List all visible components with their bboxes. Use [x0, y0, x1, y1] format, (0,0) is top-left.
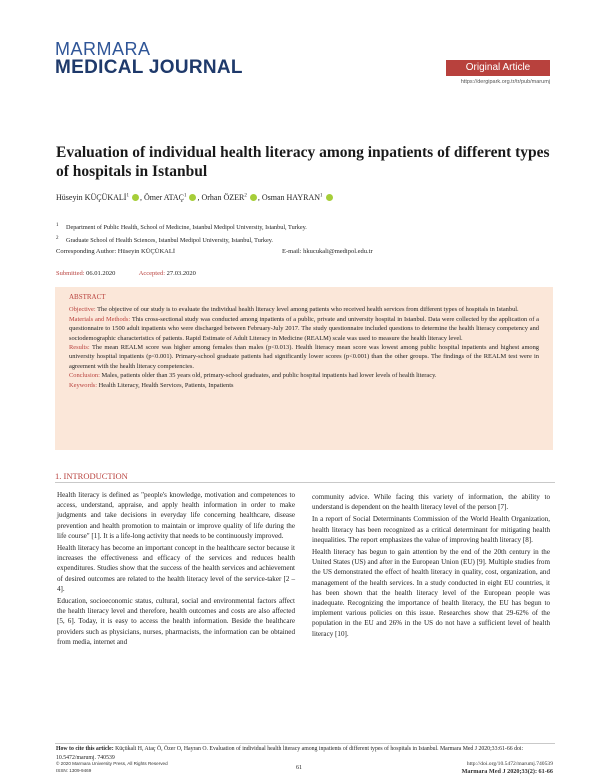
section-heading: 1. INTRODUCTION [55, 471, 128, 481]
conclusion-label: Conclusion: [69, 372, 100, 380]
author-affil-mark: 1 [183, 193, 187, 199]
body-paragraph: In a report of Social Determinants Commission of the World Health Organization, health literacy has been recognized as a critical determinant for mitigating health inequalities. The report emphasizes the value of improving health literacy [8]. [312, 515, 550, 544]
page-number: 61 [296, 765, 302, 771]
body-paragraph: Education, socioeconomic status, cultural, social and environmental factors affect the health literacy level and therefore, health outcomes and costs are also affected [5, 6]. Today, it is easy to access the health information. Beside the healthcare providers such as physicians, nurses, pharmacists, the information can be obtained from media, internet and [57, 597, 295, 646]
logo-line1: MARMARA [55, 39, 151, 59]
submitted-label: Submitted: [56, 270, 85, 277]
orcid-icon[interactable] [250, 194, 257, 201]
results-label: Results: [69, 344, 90, 352]
orcid-icon[interactable] [189, 194, 196, 201]
body-paragraph: Health literacy has begun to gain attention by the end of the 20th century in the United States (US) and after in the European Union (EU) [9]. Multiple studies from the US demonstrated the effect of health literacy in quality, cost, organization, and management of the health services. In a study conducted in eight EU countries, it has been shown that the health literacy level of the European people was inadequate. Recognizing the importance of health literacy, the EU has begun to implement various policies on this issue. Researches show that 29-62% of the population in the EU and 26% in the US do not have a sufficient level of health literacy [10]. [312, 548, 550, 638]
journal-logo [55, 40, 243, 78]
journal-reference: Marmara Med J 2020;33(2): 61-66 [461, 768, 553, 775]
abstract-results [69, 343, 539, 371]
affiliations [56, 220, 307, 246]
corresponding-email[interactable]: E-mail: hkucukali@medipol.edu.tr [282, 248, 373, 255]
abstract-methods [69, 315, 539, 343]
article-title: Evaluation of individual health literacy among inpatients of different types of hospitals in Istanbul [56, 144, 550, 180]
author-affil-mark: 1 [320, 193, 323, 199]
footer-left [56, 760, 168, 774]
affiliation-item [56, 233, 307, 246]
keywords-label: Keywords: [69, 381, 98, 389]
abstract-objective [69, 305, 539, 314]
affiliation-number: 1 [56, 223, 59, 228]
abstract-heading: ABSTRACT [69, 293, 106, 301]
body-column-left [57, 490, 295, 649]
methods-label: Materials and Methods: [69, 315, 131, 323]
results-text: The mean REALM score was higher among females than males (p<0.013). Health literacy mean score was lowest among public hospital inpatients and highest among university hospital inpatients (p<0.001). Primary-school graduate patients had significantly lower scores (p<0.001) than the other groups. The findings of the REALM test were in agreement with the health literacy competencies. [69, 344, 539, 370]
affiliation-text: Graduate School of Health Sciences, Istanbul Medipol University, Istanbul, Turkey. [66, 237, 273, 245]
footer-right [462, 760, 553, 776]
orcid-icon[interactable] [326, 194, 333, 201]
author-name: Orhan ÖZER [201, 193, 245, 202]
conclusion-text: Males, patients older than 35 years old, primary-school graduates, and public hospital inpatients had lower levels of health literacy. [99, 372, 437, 380]
author-name: Hüseyin KÜÇÜKALİ [56, 193, 127, 202]
body-paragraph: Health literacy is defined as "people's knowledge, motivation and competences to access, understand, appraise, and apply health information in order to make judgments and take decisions in everyday life concerning healthcare, disease prevention and health promotion to maintain or improve quality of life during the life course" [1]. It is a life-long activity that needs to be continuously improved. [57, 491, 295, 540]
accepted-date: 27.03.2020 [166, 270, 196, 277]
author-affil-mark: 2 [244, 193, 247, 199]
orcid-icon[interactable] [132, 194, 139, 201]
corresponding-author: Corresponding Author: Hüseyin KÜÇÜKALİ [56, 248, 175, 255]
author-name: Osman HAYRAN [261, 193, 321, 202]
author-affil-mark: 1 [126, 193, 129, 199]
author-sep: , [139, 193, 144, 202]
author-list [56, 193, 334, 202]
body-column-right [312, 492, 550, 641]
affiliation-text: Department of Public Health, School of Medicine, Istanbul Medipol University, Istanbul, Turkey. [66, 224, 307, 232]
affiliation-number: 2 [56, 236, 59, 242]
affiliation-item [56, 220, 307, 233]
accepted-label: Accepted: [138, 270, 166, 277]
article-type-badge: Original Article [446, 60, 550, 76]
author-name: Ömer ATAÇ [143, 193, 184, 202]
methods-text: This cross-sectional study was conducted among inpatients of a public, private and university hospital in Istanbul. Data were collected by the application of a questionnaire to 1500 adult inpatients who were discharged between February-July 2017. The study questionnaire included questions to determine the health literacy competency and sociodemographic characteristics of patients. Rapid Estimate of Adult Literacy in Medicine (REALM) scale was used to measure the health literacy level. [69, 315, 539, 342]
article-dates [56, 270, 196, 277]
abstract-conclusion [69, 371, 539, 380]
objective-text: The objective of our study is to evaluate the individual health literacy level among patients who received health services from different types of hospitals in Istanbul. [95, 306, 519, 314]
abstract-box [55, 287, 553, 450]
journal-url-link[interactable]: https://dergipark.org.tr/tr/pub/marumj [460, 79, 550, 85]
citation-divider [55, 743, 555, 744]
copyright: © 2020 Marmara University Press, All Rights Reserved [56, 761, 168, 766]
logo-line2: MEDICAL JOURNAL [55, 57, 243, 78]
section-divider [55, 482, 555, 483]
body-paragraph: community advice. While facing this variety of information, the ability to understand is dependent on the health literacy level of the person [7]. [312, 493, 550, 512]
body-paragraph: Health literacy has become an important concept in the healthcare sector because it increases the effectiveness and efficacy of the services and reduces health expenditures. Studies show that the success of the health services and achievement of desired outcomes are related to the health literacy level of the service-taker [2 – 4]. [57, 544, 295, 593]
keywords-text: Health Literacy, Health Services, Patients, Inpatients [97, 381, 234, 389]
objective-label: Objective: [69, 306, 96, 314]
author-sep: , [197, 193, 202, 202]
doi-link[interactable]: http://doi.org/10.5472/marumj.740539 [466, 761, 553, 767]
issn: ISSN: 1309-9469 [56, 768, 92, 773]
citation-label: How to cite this article: [56, 746, 114, 752]
submitted-date: 06.01.2020 [86, 270, 116, 277]
abstract-keywords [69, 381, 539, 390]
citation-text: Küçükali H, Ataç Ö, Özer O, Hayran O. Evaluation of individual health literacy among inpatients of different types of hospitals in Istanbul. Marmara Med J 2020;33:61-66 doi: 10.5472/marumj. 740539 [56, 746, 524, 761]
author-sep: , [257, 193, 262, 202]
